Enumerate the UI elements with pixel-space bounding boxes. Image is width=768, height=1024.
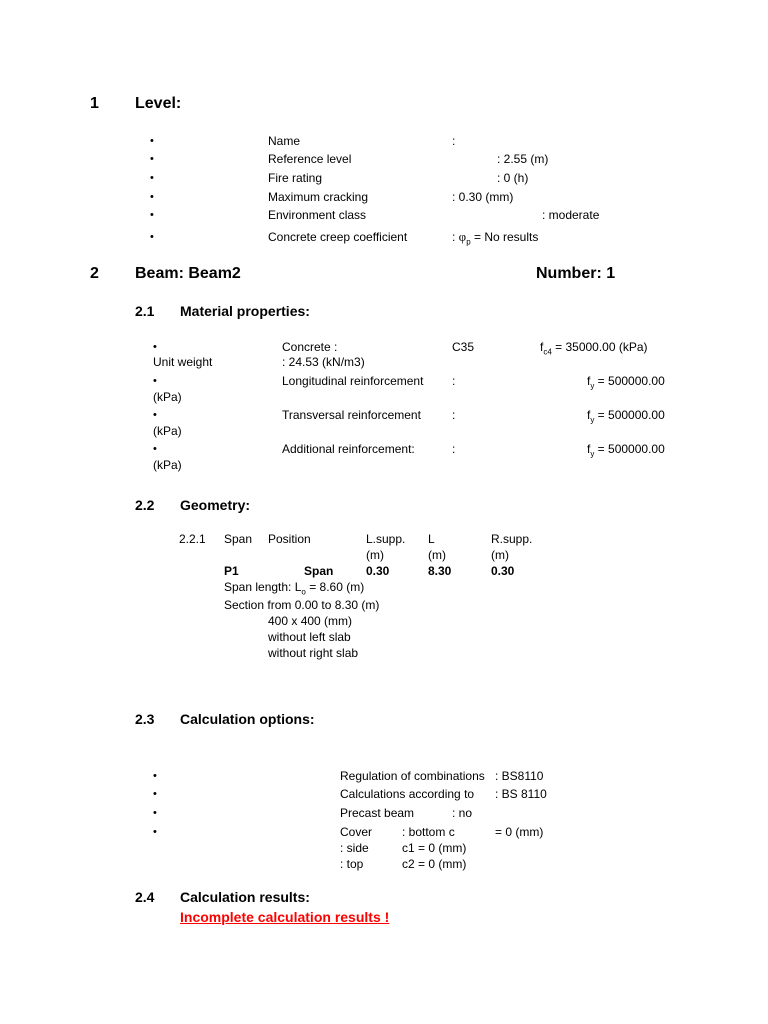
colon: : <box>452 408 456 422</box>
section-from: Section from 0.00 to 8.30 (m) <box>224 598 380 612</box>
beam-number: Number: 1 <box>536 265 616 282</box>
level-name-value: : <box>452 134 456 148</box>
bullet: • <box>153 770 157 782</box>
bullet: • <box>150 231 154 243</box>
row-position: Span <box>304 564 334 578</box>
subsection-title: Calculation options: <box>180 711 315 727</box>
bullet: • <box>150 209 154 221</box>
section-number: 1 <box>90 95 99 112</box>
header-rsupp: R.supp. <box>491 532 533 546</box>
left-slab: without left slab <box>268 630 351 644</box>
row-rsupp: 0.30 <box>491 564 515 578</box>
subsection-title: Calculation results: <box>180 889 310 905</box>
bullet: • <box>153 341 157 353</box>
bullet: • <box>153 443 157 455</box>
incomplete-results-warning: Incomplete calculation results ! <box>180 909 390 925</box>
unit-kpa: (kPa) <box>153 390 182 404</box>
calculations-label: Calculations according to <box>340 787 475 801</box>
cover-side-label: : side <box>340 841 369 855</box>
header-lsupp: L.supp. <box>366 532 406 546</box>
colon: : <box>452 374 456 388</box>
subsection-title: Geometry: <box>180 497 251 513</box>
cover-bottom-value: = 0 (mm) <box>495 825 544 839</box>
precast-label: Precast beam <box>340 806 415 820</box>
cover-label: Cover <box>340 825 373 839</box>
right-slab: without right slab <box>268 646 359 660</box>
bullet: • <box>150 135 154 147</box>
regulation-value: : BS8110 <box>495 769 544 783</box>
header-position: Position <box>268 532 311 546</box>
fire-rating-value: : 0 (h) <box>497 171 529 185</box>
fy-value: $f_y = 500000.00$ <box>587 408 665 425</box>
reference-level-value: : 2.55 (m) <box>497 152 549 166</box>
fy-value: $f_y = 500000.00$ <box>587 442 665 459</box>
precast-value: : no <box>452 806 473 820</box>
reference-level-label: Reference level <box>268 152 352 166</box>
subsection-number: 2.3 <box>135 711 155 727</box>
phi-symbol: φ <box>458 229 467 244</box>
cover-top-label: : top <box>340 857 364 871</box>
additional-reinforcement-label: Additional reinforcement: <box>282 442 415 456</box>
subsection-number: 2.2 <box>135 497 155 513</box>
header-l: L <box>428 532 435 546</box>
subsubsection-number: 2.2.1 <box>179 532 206 546</box>
bullet: • <box>153 409 157 421</box>
bullet: • <box>153 375 157 387</box>
unit-kpa: (kPa) <box>153 424 182 438</box>
bullet: • <box>150 191 154 203</box>
regulation-label: Regulation of combinations <box>340 769 485 783</box>
colon: : <box>452 442 456 456</box>
header-unit: (m) <box>491 548 509 562</box>
concrete-grade: C35 <box>452 340 475 354</box>
bullet: • <box>150 153 154 165</box>
span-length: Span length: $L_o = 8.60$ (m) <box>224 580 365 597</box>
cover-bottom-label: : bottom c <box>402 825 455 839</box>
concrete-label: Concrete : <box>282 340 338 354</box>
unit-weight-label: Unit weight <box>153 355 213 369</box>
creep-coefficient-label: Concrete creep coefficient <box>268 230 408 244</box>
environment-class-value: : moderate <box>542 208 600 222</box>
bullet: • <box>150 172 154 184</box>
bullet: • <box>153 788 157 800</box>
section-dims: 400 x 400 (mm) <box>268 614 353 628</box>
fc-value: $f_{c4} = 35000.00$ (kPa) <box>540 340 648 357</box>
longitudinal-reinforcement-label: Longitudinal reinforcement <box>282 374 424 388</box>
fy-value: $f_y = 500000.00$ <box>587 374 665 391</box>
calculations-value: : BS 8110 <box>495 787 547 801</box>
section-number: 2 <box>90 265 99 282</box>
unit-kpa: (kPa) <box>153 458 182 472</box>
unit-weight-value: : 24.53 (kN/m3) <box>282 355 365 369</box>
subsection-number: 2.1 <box>135 303 155 319</box>
subsection-number: 2.4 <box>135 889 155 905</box>
bullet: • <box>153 826 157 838</box>
subsection-title: Material properties: <box>180 303 310 319</box>
level-name-label: Name <box>268 134 301 148</box>
header-unit: (m) <box>428 548 446 562</box>
header-unit: (m) <box>366 548 384 562</box>
bullet: • <box>153 807 157 819</box>
beam-title: Beam: Beam2 <box>135 265 241 282</box>
max-cracking-value: : 0.30 (mm) <box>452 190 514 204</box>
transversal-reinforcement-label: Transversal reinforcement <box>282 408 421 422</box>
creep-coefficient-value: : $\varphi_p = No$ results <box>452 229 539 247</box>
cover-side-value: c1 = 0 (mm) <box>402 841 467 855</box>
section-title: Level: <box>135 95 182 112</box>
row-lsupp: 0.30 <box>366 564 390 578</box>
row-l: 8.30 <box>428 564 452 578</box>
fire-rating-label: Fire rating <box>268 171 323 185</box>
cover-top-value: c2 = 0 (mm) <box>402 857 467 871</box>
max-cracking-label: Maximum cracking <box>268 190 369 204</box>
environment-class-label: Environment class <box>268 208 367 222</box>
header-span: Span <box>224 532 253 546</box>
row-name: P1 <box>224 564 239 578</box>
